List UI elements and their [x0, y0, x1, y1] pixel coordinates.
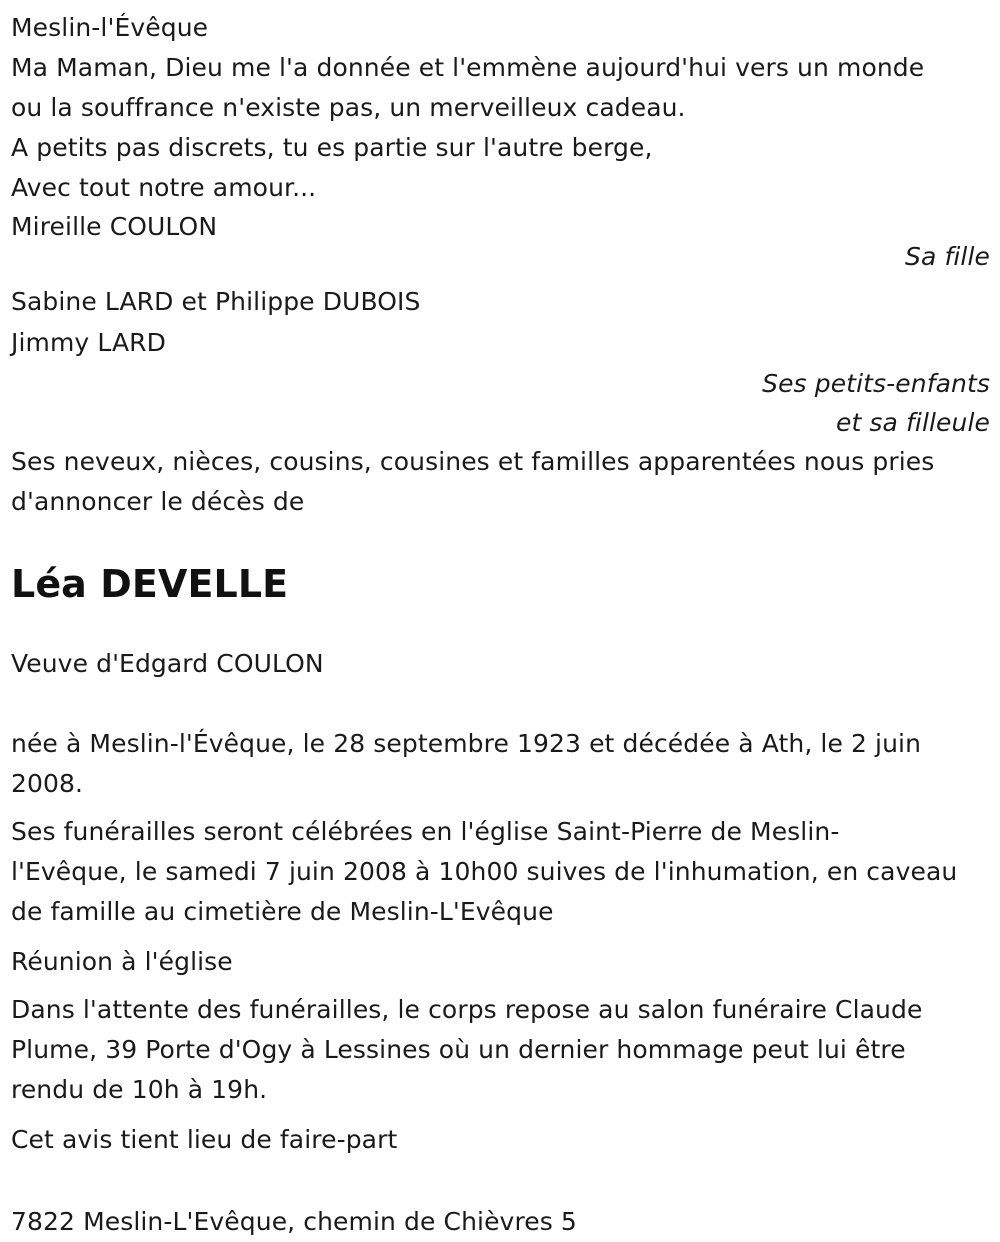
rest-line: rendu de 10h à 19h. [11, 1075, 268, 1104]
funeral-line: Ses funérailles seront célébrées en l'église Saint-Pierre de Meslin- [11, 817, 840, 846]
poem [11, 48, 990, 208]
announcement-line: Ses neveux, nièces, cousins, cousines et familles apparentées nous pries [11, 447, 935, 476]
obituary-document [11, 8, 990, 1242]
poem-line: Avec tout notre amour... [11, 173, 317, 202]
poem-line: A petits pas discrets, tu es partie sur l'autre berge, [11, 133, 653, 162]
funeral-line: l'Evêque, le samedi 7 juin 2008 à 10h00 suives de l'inhumation, en caveau [11, 857, 958, 886]
goddaughter-role: et sa filleule [835, 408, 990, 437]
widow-of: Veuve d'Edgard COULON [11, 649, 324, 678]
meeting-place: Réunion à l'église [11, 947, 233, 976]
deceased-name: Léa DEVELLE [11, 562, 289, 606]
birth-death-line: 2008. [11, 769, 84, 798]
grandchild-name: Jimmy LARD [11, 328, 166, 357]
funeral-line: de famille au cimetière de Meslin-L'Evêque [11, 897, 554, 926]
grandchild-name: Sabine LARD et Philippe DUBOIS [11, 287, 421, 316]
grandchildren-role: Ses petits-enfants [762, 369, 990, 398]
announcement-line: d'annoncer le décès de [11, 487, 305, 516]
daughter-role: Sa fille [905, 242, 990, 271]
notice-text: Cet avis tient lieu de faire-part [11, 1125, 398, 1154]
address: 7822 Meslin-L'Evêque, chemin de Chièvres 5 [11, 1207, 577, 1236]
rest-line: Plume, 39 Porte d'Ogy à Lessines où un dernier hommage peut lui être [11, 1035, 906, 1064]
poem-line: ou la souffrance n'existe pas, un merveilleux cadeau. [11, 93, 686, 122]
daughter-name: Mireille COULON [11, 212, 218, 241]
rest-line: Dans l'attente des funérailles, le corps repose au salon funéraire Claude [11, 995, 923, 1024]
birth-death-line: née à Meslin-l'Évêque, le 28 septembre 1923 et décédée à Ath, le 2 juin [11, 729, 922, 758]
poem-line: Ma Maman, Dieu me l'a donnée et l'emmène aujourd'hui vers un monde [11, 53, 925, 82]
place-heading: Meslin-l'Évêque [11, 13, 209, 42]
